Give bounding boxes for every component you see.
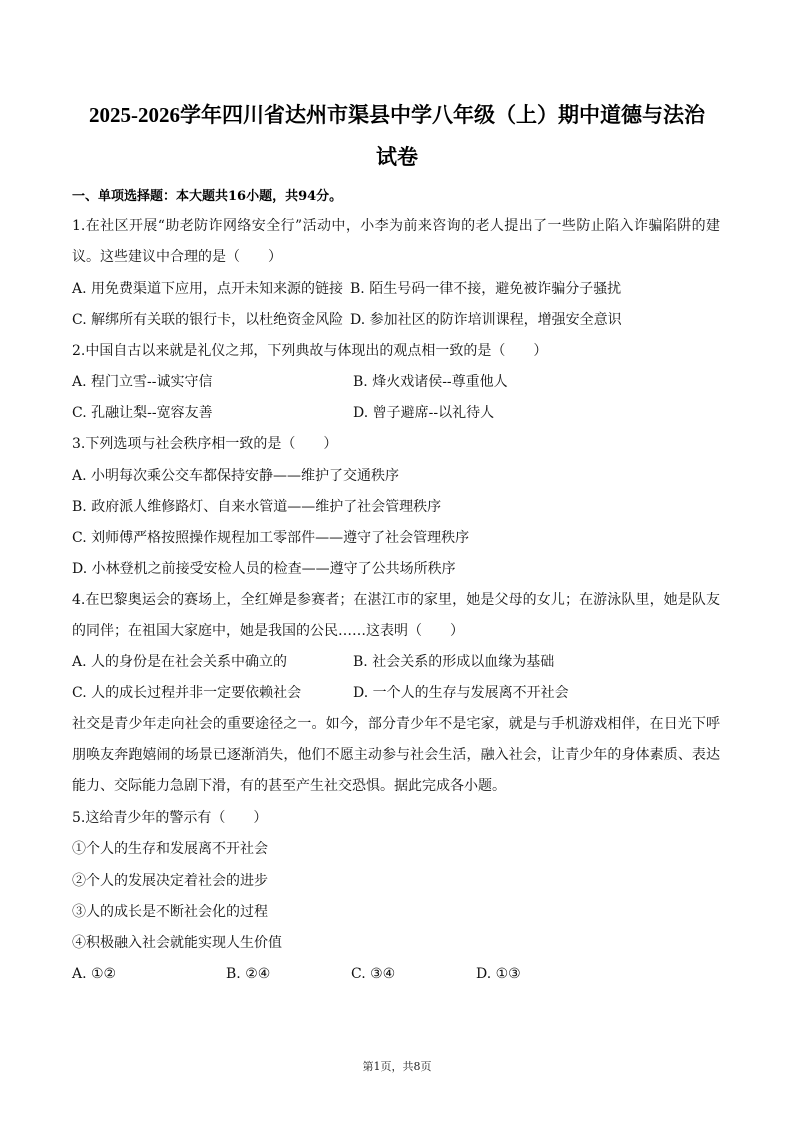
question-4-option-a: A. 人的身份是在社会关系中确立的 — [72, 654, 288, 670]
question-2-stem: 2.中国自古以来就是礼仪之邦，下列典故与体现出的观点相一致的是（ ） — [72, 343, 548, 359]
question-2-option-c: C. 孔融让梨--宽容友善 — [72, 405, 213, 421]
question-4-option-d: D. 一个人的生存与发展离不开社会 — [353, 685, 569, 701]
exam-title-line1: 2025-2026学年四川省达州市渠县中学八年级（上）期中道德与法治 — [89, 103, 705, 127]
question-4-stem: 4.在巴黎奥运会的赛场上，全红婵是参赛者；在湛江市的家里，她是父母的女儿；在游泳队里，她是队友的同伴；在祖国大家庭中，她是我国的公民……这表明（ ） — [72, 592, 720, 639]
question-5-stem: 5.这给青少年的警示有（ ） — [72, 810, 268, 826]
question-3-option-d: D. 小林登机之前接受安检人员的检查——遵守了公共场所秩序 — [72, 561, 456, 577]
question-2-option-a: A. 程门立雪--诚实守信 — [72, 374, 213, 390]
question-3-option-b: B. 政府派人维修路灯、自来水管道——维护了社会管理秩序 — [72, 499, 442, 515]
question-1-option-a: A. 用免费渠道下应用，点开未知来源的链接 — [72, 281, 344, 297]
question-5-option-d: D. ①③ — [476, 966, 521, 982]
question-5-item-2: ②个人的发展决定着社会的进步 — [72, 873, 268, 889]
question-1-stem: 1.在社区开展“助老防诈网络安全行”活动中，小李为前来咨询的老人提出了一些防止陷入诈骗陷阱的建议。这些建议中合理的是（ ） — [72, 218, 720, 265]
exam-title-line2: 试卷 — [376, 145, 418, 169]
page-footer: 第1页，共8页 — [362, 1060, 432, 1073]
question-1-option-d: D. 参加社区的防诈培训课程，增强安全意识 — [350, 312, 622, 328]
question-3-stem: 3.下列选项与社会秩序相一致的是（ ） — [72, 436, 338, 452]
question-5-item-3: ③人的成长是不断社会化的过程 — [72, 904, 268, 920]
question-1-option-c: C. 解绑所有关联的银行卡，以杜绝资金风险 — [72, 312, 344, 328]
section-heading: 一、单项选择题：本大题共16小题，共94分。 — [72, 189, 343, 204]
question-3-option-c: C. 刘师傅严格按照操作规程加工零部件——遵守了社会管理秩序 — [72, 530, 470, 546]
question-5-item-4: ④积极融入社会就能实现人生价值 — [72, 935, 282, 951]
question-5-option-a: A. ①② — [72, 966, 117, 982]
question-5-option-b: B. ②④ — [226, 966, 271, 982]
question-3-option-a: A. 小明每次乘公交车都保持安静——维护了交通秩序 — [72, 468, 400, 484]
reading-material: 社交是青少年走向社会的重要途径之一。如今，部分青少年不是宅家，就是与手机游戏相伴，在日光下呼朋唤友奔跑嬉闹的场景已逐渐消失，他们不愿主动参与社会生活，融入社会，让青少年的身体素质、表达能力、交际能力急剧下滑，有的甚至产生社交恐惧。据此完成各小题。 — [72, 716, 720, 794]
question-1-option-b: B. 陌生号码一律不接，避免被诈骗分子骚扰 — [350, 281, 622, 297]
question-5-option-c: C. ③④ — [351, 966, 396, 982]
question-4-option-c: C. 人的成长过程并非一定要依赖社会 — [72, 685, 302, 701]
question-2-option-d: D. 曾子避席--以礼待人 — [353, 405, 495, 421]
question-4-option-b: B. 社会关系的形成以血缘为基础 — [353, 654, 555, 670]
question-2-option-b: B. 烽火戏诸侯--尊重他人 — [353, 374, 508, 390]
question-5-item-1: ①个人的生存和发展离不开社会 — [72, 841, 268, 857]
